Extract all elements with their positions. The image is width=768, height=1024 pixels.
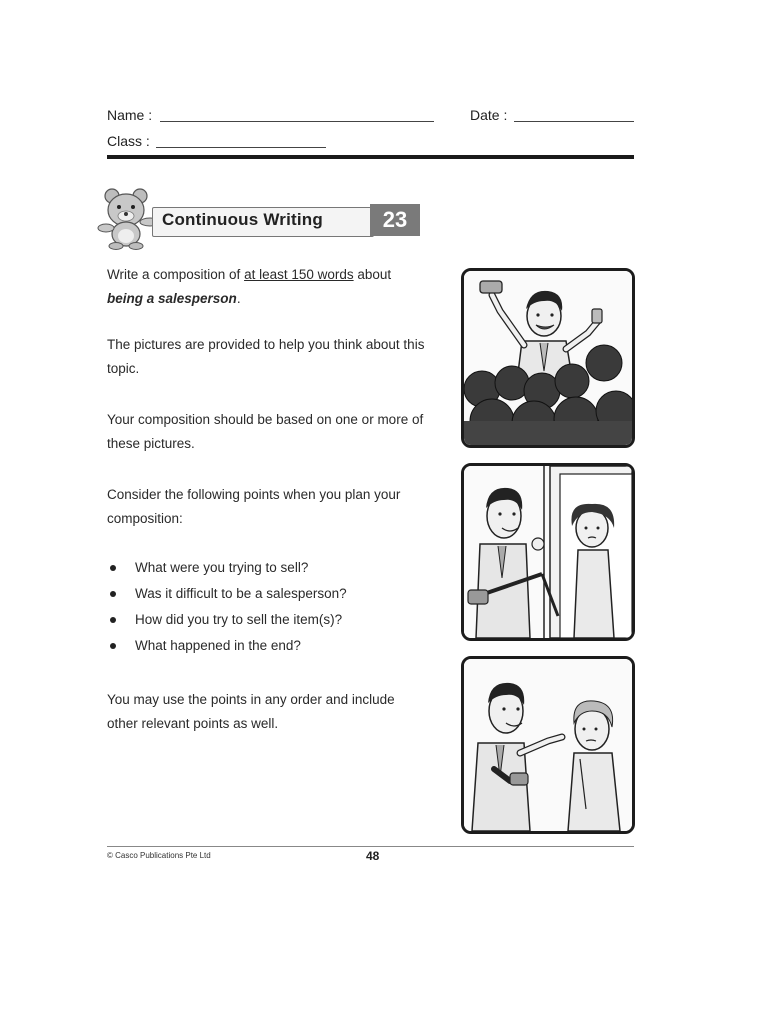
list-item bbox=[107, 555, 347, 581]
name-label: Name : bbox=[107, 107, 153, 123]
list-item bbox=[107, 633, 347, 659]
list-item bbox=[107, 581, 347, 607]
instruction-paragraph-4: Consider the following points when you plan your composition: bbox=[107, 487, 401, 526]
bullet-icon bbox=[110, 591, 116, 597]
footer-divider bbox=[107, 846, 634, 847]
bullet-icon bbox=[110, 643, 116, 649]
point-text: Was it difficult to be a salesperson? bbox=[135, 586, 347, 601]
list-item bbox=[107, 607, 347, 633]
picture-2-door-to-door bbox=[461, 463, 635, 641]
page-number: 48 bbox=[366, 849, 380, 863]
point-text: What were you trying to sell? bbox=[135, 560, 309, 575]
date-field[interactable] bbox=[514, 121, 634, 122]
instruction-paragraph-3: Your composition should be based on one or more of these pictures. bbox=[107, 412, 424, 451]
bullet-icon bbox=[110, 565, 116, 571]
bullet-icon bbox=[110, 617, 116, 623]
salesman-crowd-illustration bbox=[464, 271, 632, 445]
date-label: Date : bbox=[470, 107, 508, 123]
exercise-number-badge: 23 bbox=[370, 204, 420, 236]
composition-topic: being a salesperson bbox=[107, 291, 237, 306]
instruction-paragraph-2: The pictures are provided to help you think about this topic. bbox=[107, 337, 425, 376]
p1-period: . bbox=[236, 291, 241, 306]
door-to-door-illustration bbox=[464, 466, 632, 638]
copyright-text: © Casco Publications Pte Ltd bbox=[107, 851, 211, 860]
point-text: What happened in the end? bbox=[135, 638, 301, 653]
instruction-paragraph-5: You may use the points in any order and include other relevant points as well. bbox=[107, 692, 395, 731]
sales-pitch-illustration bbox=[464, 659, 632, 831]
p1-text: Write a composition of bbox=[107, 267, 245, 282]
p1-text-end: about bbox=[353, 267, 392, 282]
picture-3-sales-pitch bbox=[461, 656, 635, 834]
header-divider bbox=[107, 155, 634, 159]
class-label: Class : bbox=[107, 133, 150, 149]
name-field[interactable] bbox=[160, 121, 434, 122]
page-title: Continuous Writing bbox=[162, 210, 323, 229]
instruction-paragraph-1 bbox=[107, 263, 457, 311]
picture-1-salesman-crowd bbox=[461, 268, 635, 448]
point-text: How did you try to sell the item(s)? bbox=[135, 612, 343, 627]
guide-points-list bbox=[107, 555, 347, 659]
class-field[interactable] bbox=[156, 147, 326, 148]
word-count-requirement: at least 150 words bbox=[244, 267, 354, 282]
